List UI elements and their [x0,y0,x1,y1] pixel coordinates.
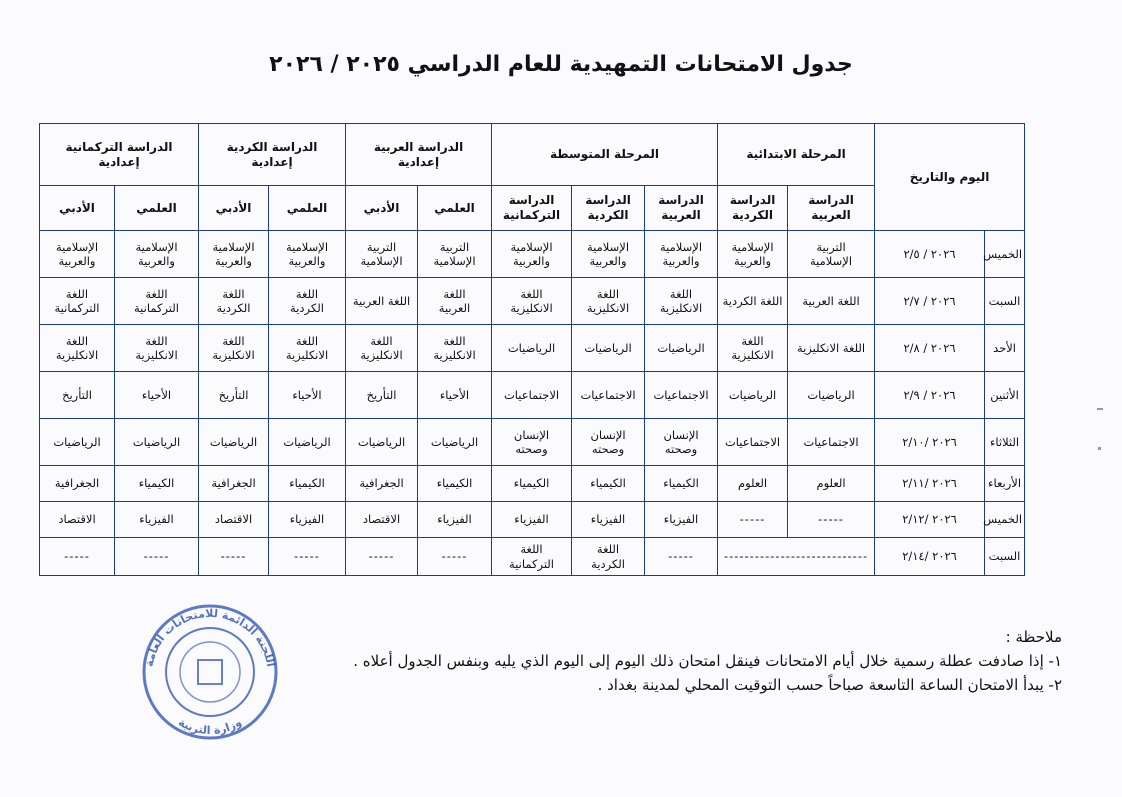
table-row [40,278,1025,325]
day-cell: الثلاثاء [985,419,1025,466]
date-cell: ٢٠٢٦ /٢/١٢ [875,502,985,538]
subject-cell: التربية الإسلامية [788,231,875,278]
subject-cell: ----- [645,538,718,576]
subject-cell: الإسلامية والعربية [115,231,199,278]
subject-cell: الكيمياء [572,466,645,502]
header-arabic-prep: الدراسة العربية إعدادية [346,124,492,186]
subject-cell: الإنسان وصحته [645,419,718,466]
subheader-primary-kurdish: الدراسة الكردية [718,186,788,231]
subject-cell: الرياضيات [346,419,418,466]
subject-cell: اللغة الكردية [199,278,269,325]
subheader-kurdish-scientific: العلمي [269,186,346,231]
subheader-primary-arabic: الدراسة العربية [788,186,875,231]
table-row [40,419,1025,466]
merged-empty-cell: ---------------------------- [718,538,875,576]
subject-cell: الرياضيات [788,372,875,419]
subject-cell: اللغة الانكليزية [40,325,115,372]
subject-cell: ----- [199,538,269,576]
subject-cell: اللغة الانكليزية [645,278,718,325]
header-intermediate: المرحلة المتوسطة [492,124,718,186]
subheader-intermediate-turkmen: الدراسة التركمانية [492,186,572,231]
table-row [40,538,1025,576]
subject-cell: الرياضيات [572,325,645,372]
day-cell: الخميس [985,231,1025,278]
subject-cell: الرياضيات [645,325,718,372]
subject-cell: العلوم [788,466,875,502]
subject-cell: اللغة الكردية [572,538,645,576]
subject-cell: التربية الإسلامية [346,231,418,278]
subject-cell: الإنسان وصحته [492,419,572,466]
day-cell: الخميس [985,502,1025,538]
subheader-arabic-scientific: العلمي [418,186,492,231]
official-seal-icon [130,600,290,740]
subject-cell: الإسلامية والعربية [199,231,269,278]
subject-cell: الجغرافية [199,466,269,502]
subject-cell: اللغة الانكليزية [718,325,788,372]
subject-cell: الكيمياء [645,466,718,502]
subject-cell: الجغرافية [40,466,115,502]
subject-cell: الإسلامية والعربية [718,231,788,278]
date-cell: ٢٠٢٦ /٢/١٤ [875,538,985,576]
subject-cell: الفيزياء [115,502,199,538]
subject-cell: الفيزياء [269,502,346,538]
subject-cell: ----- [115,538,199,576]
subject-cell: الرياضيات [492,325,572,372]
subject-cell: اللغة الانكليزية [418,325,492,372]
subject-cell: ----- [269,538,346,576]
exam-schedule-table [39,123,1025,576]
subject-cell: اللغة الانكليزية [269,325,346,372]
subject-cell: اللغة الكردية [269,278,346,325]
date-cell: ٢٠٢٦ /٢/١٠ [875,419,985,466]
subject-cell: الاجتماعيات [492,372,572,419]
table-row [40,466,1025,502]
subject-cell: الأحياء [418,372,492,419]
subject-cell: اللغة العربية [418,278,492,325]
subject-cell: اللغة الانكليزية [346,325,418,372]
subject-cell: الرياضيات [40,419,115,466]
subject-cell: الاقتصاد [346,502,418,538]
subject-cell: الرياضيات [718,372,788,419]
subject-cell: ----- [418,538,492,576]
subject-cell: اللغة التركمانية [492,538,572,576]
subheader-turkmen-literary: الأدبي [40,186,115,231]
seal-text-top: اللجنة الدائمة للامتحانات العامة [142,606,278,668]
subject-cell: ----- [718,502,788,538]
date-cell: ٢٠٢٦ /٢/١١ [875,466,985,502]
note-line-1: ١- إذا صادفت عطلة رسمية خلال أيام الامتحانات فينقل امتحان ذلك اليوم إلى اليوم الذي يليه وبنفس الجدول أعلاه . [353,652,1062,670]
subject-cell: الاجتماعيات [645,372,718,419]
notes-section [353,625,1062,697]
svg-text:اللجنة الدائمة للامتحانات العا [143,607,278,668]
page-title: جدول الامتحانات التمهيدية للعام الدراسي ٢٠٢٥ / ٢٠٢٦ [269,52,853,77]
subject-cell: الفيزياء [492,502,572,538]
scan-mark [1098,447,1101,450]
subject-cell: الإسلامية والعربية [572,231,645,278]
subject-cell: اللغة الانكليزية [492,278,572,325]
subject-cell: ----- [40,538,115,576]
subject-cell: اللغة الانكليزية [788,325,875,372]
subject-cell: اللغة الكردية [718,278,788,325]
subject-cell: ----- [788,502,875,538]
subject-cell: اللغة العربية [346,278,418,325]
subject-cell: الأحياء [115,372,199,419]
date-cell: ٢٠٢٦ / ٢/٥ [875,231,985,278]
date-cell: ٢٠٢٦ / ٢/٨ [875,325,985,372]
subject-cell: الاجتماعيات [788,419,875,466]
header-day-date: اليوم والتاريخ [875,124,1025,231]
subject-cell: الاقتصاد [40,502,115,538]
subject-cell: الاجتماعيات [718,419,788,466]
table-row [40,372,1025,419]
subheader-kurdish-literary: الأدبي [199,186,269,231]
subject-cell: اللغة الانكليزية [115,325,199,372]
header-kurdish-prep: الدراسة الكردية إعدادية [199,124,346,186]
subject-cell: الكيمياء [115,466,199,502]
subject-cell: التأريخ [199,372,269,419]
table-row [40,325,1025,372]
subject-cell: الإسلامية والعربية [645,231,718,278]
subheader-turkmen-scientific: العلمي [115,186,199,231]
subject-cell: التربية الإسلامية [418,231,492,278]
table-row [40,231,1025,278]
day-cell: السبت [985,278,1025,325]
subject-cell: الإسلامية والعربية [269,231,346,278]
subheader-intermediate-kurdish: الدراسة الكردية [572,186,645,231]
header-primary: المرحلة الابتدائية [718,124,875,186]
subject-cell: التأريخ [346,372,418,419]
subject-cell: اللغة الانكليزية [199,325,269,372]
subject-cell: الأحياء [269,372,346,419]
subject-cell: اللغة التركمانية [40,278,115,325]
day-cell: الأربعاء [985,466,1025,502]
subject-cell: الكيمياء [492,466,572,502]
day-cell: الأحد [985,325,1025,372]
subject-cell: الرياضيات [199,419,269,466]
header-turkmen-prep: الدراسة التركمانية إعدادية [40,124,199,186]
subject-cell: الإسلامية والعربية [40,231,115,278]
subject-cell: ----- [346,538,418,576]
subject-cell: اللغة العربية [788,278,875,325]
seal-text-bottom: وزارة التربية [176,715,244,738]
day-cell: الأثنين [985,372,1025,419]
subject-cell: اللغة التركمانية [115,278,199,325]
subject-cell: الفيزياء [645,502,718,538]
subject-cell: التأريخ [40,372,115,419]
subject-cell: الرياضيات [269,419,346,466]
date-cell: ٢٠٢٦ / ٢/٩ [875,372,985,419]
notes-heading: ملاحظة : [1005,628,1062,646]
day-cell: السبت [985,538,1025,576]
table-row [40,502,1025,538]
subject-cell: الكيمياء [269,466,346,502]
subheader-arabic-literary: الأدبي [346,186,418,231]
subject-cell: الرياضيات [115,419,199,466]
subject-cell: الفيزياء [418,502,492,538]
subject-cell: العلوم [718,466,788,502]
subject-cell: اللغة الانكليزية [572,278,645,325]
subject-cell: الاجتماعيات [572,372,645,419]
date-cell: ٢٠٢٦ / ٢/٧ [875,278,985,325]
subject-cell: الكيمياء [418,466,492,502]
subject-cell: الاقتصاد [199,502,269,538]
note-line-2: ٢- يبدأ الامتحان الساعة التاسعة صباحاً حسب التوقيت المحلي لمدينة بغداد . [597,676,1062,694]
subject-cell: الإسلامية والعربية [492,231,572,278]
subject-cell: الجغرافية [346,466,418,502]
scan-mark [1097,408,1103,410]
subject-cell: الرياضيات [418,419,492,466]
subject-cell: الفيزياء [572,502,645,538]
subject-cell: الإنسان وصحته [572,419,645,466]
subheader-intermediate-arabic: الدراسة العربية [645,186,718,231]
